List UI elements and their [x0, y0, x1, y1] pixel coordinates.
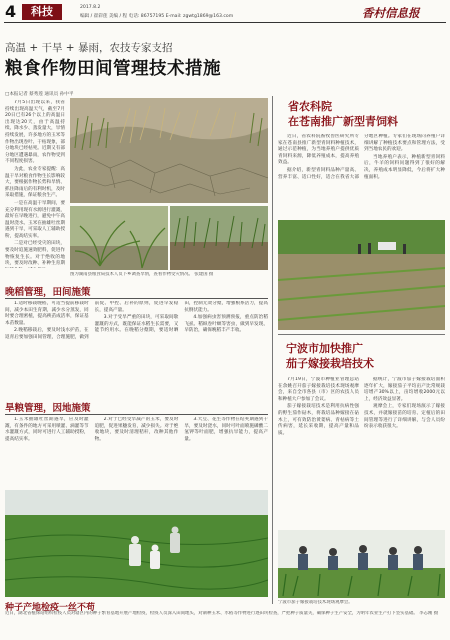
corn-seedling-photo [70, 206, 168, 270]
green-feed-field-photo [278, 220, 445, 330]
right-bottom-photo-caption: 宁波市茄子嫁接栽培技术现场观摩会。 [278, 600, 353, 605]
lead-photo-caption: 图为湖南县粮食局技术人员下乡调查旱情，查看作物受灾情况。 张建国 摄 [70, 272, 214, 277]
lead-byline: □本报记者 蔡秀莲 通讯员 孙中平 [5, 92, 74, 97]
right-top-paragraph: 近日，省农科院畜牧兽医研究所专家在苍南县推广新型青饲料种植技术，通过示范种植，为当地养殖户提供优质青饲料来源，降低养殖成本，提高养殖效益。 [278, 134, 359, 166]
seed-inspection-photo [5, 490, 268, 597]
section-label: 科技 [22, 4, 62, 20]
section-rule [5, 414, 268, 415]
late-rice-paragraph: 1.适时移栽晚稻，可适当提前移栽时间，减少本田生育期，减少水分蒸发，同时要合理密植，提高秧苗成活率，保证基本苗数量。 [5, 301, 89, 326]
right-top-body [278, 134, 445, 218]
late-rice-paragraph: 3.对于受旱严重的田块，可采取间歇灌溉的方式，既能保证水稻生长需要，又能节约用水。在晚稻分蘖期，要适时晒田，控制无效分蘖，增强根系活力，提高抗倒伏能力。 [94, 301, 268, 334]
section-title-dry-grain: 旱粮管理，因地施策 [5, 403, 91, 414]
issue-date: 2017.8.2 [80, 5, 101, 10]
bottom-photo-title: 种子产地检疫一丝不苟 [5, 603, 96, 613]
right-top-title-2: 在苍南推广新型青饲料 [288, 115, 398, 128]
lead-kicker: 高温 + 干旱 + 暴雨，农技专家支招 [5, 42, 173, 54]
drought-field-photo [70, 98, 268, 203]
dry-grain-body [5, 417, 268, 485]
right-bottom-paragraph: 茄子嫁接栽培技术是利用抗病性强的野生茄作砧木，将栽培品种嫁接在砧木上，可有效防治黄萎病、青枯病等土传病害，延长采收期，提高产量和品质。 [278, 404, 359, 436]
late-rice-paragraph: 2.晚稻移栽后，要及时浅水护苗，在返青后要加强田间管理，合理施肥，做到前促、中控、后补的原则，促进早发稳长，提高产量。 [5, 301, 179, 340]
right-bottom-title-1: 宁波市加快推广 [286, 342, 363, 355]
dry-grain-paragraph: 3.大豆、花生等作物在结荚期遇到干旱，要及时浇水，同时可叶面喷施磷酸二氢钾等叶面肥，增强抗旱能力，提高产量。 [184, 417, 268, 442]
eggplant-grafting-photo [278, 530, 445, 598]
crop-field-photo [170, 206, 268, 270]
lead-body [5, 100, 65, 268]
right-bottom-title-2: 茄子嫁接栽培技术 [286, 357, 374, 370]
right-bottom-paragraph: 7月19日，宁波市种植业管理总站在余姚召开茄子嫁接栽培技术现场观摩会，来自全市各县（市）区的农技人员和种植大户参加了会议。 [278, 377, 359, 402]
section-title-late-rice: 晚稻管理，田间施策 [5, 287, 91, 298]
lead-paragraph: 7月5日出现以来，我省持续出现高温天气，截至7月20日已有26个以上的高温日出现达20天，由于高温持续、降水少、蒸发量大，旱情持续发展，许多地方的玉米等作物出现卷叶、干枯现象，部分地块已经枯死。近期又有部分地区遭遇暴雨，农作物受到不同程度损害。 [5, 100, 65, 165]
right-top-paragraph: 据介绍，新型青饲料品种产量高、营养丰富、适口性好，适合在我省大部分地区种植。专家们在现场向养殖户详细讲解了种植技术要点和管理方法，受到当地农民的欢迎。 [278, 134, 445, 180]
lead-paragraph: 一是在高温干旱期间，要充分利用现有水源进行灌溉，最好在早晚进行，避免中午高温时浇水。玉米在抽雄吐丝期遇到干旱，可采取人工辅助授粉，提高结实率。 [5, 200, 65, 239]
dry-grain-paragraph: 1.玉米抽雄吐丝期遇旱，应及时灌溉，有条件的地方可采用喷灌、滴灌等节水灌溉方式，同时可进行人工辅助授粉，提高结实率。 [5, 417, 89, 442]
bottom-photo-caption: 近日，湖北省植保站组织检疫人员对辖区内的种子繁育基地开展产地检疫，检疫人员深入田间地头，对制种玉米、水稻等作物进行逐田块检查，严把种子质量关，确保种子生产安全，为明年农业生产打下坚实基础。 李志刚 摄 [5, 611, 439, 616]
dry-grain-paragraph: 2.对于已经受旱减产的玉米，要及时追肥，促进果穗发育，减少损失。对于绝收地块，要及时清理秸秆，改种其他作物。 [94, 417, 179, 442]
late-rice-body [5, 301, 268, 395]
masthead-rule [4, 22, 446, 23]
page-number: 4 [5, 2, 17, 21]
section-rule [5, 298, 268, 299]
right-bottom-paragraph: 据统计，宁波市茄子嫁接栽培面积逐年扩大，嫁接茄子平均亩产比常规栽培增产30%以上，亩均增收2000元以上，经济效益显著。 [364, 377, 445, 402]
right-top-paragraph: 当地养殖户表示，种植新型青饲料后，牛羊的饲料问题得到了很好的解决，养殖成本明显降低，今后将扩大种植面积。 [364, 154, 445, 180]
right-divider [278, 334, 445, 335]
right-top-title-1: 省农科院 [288, 100, 332, 113]
lead-paragraph: 二是对已经受灾的田块，要及时追施速效肥料，促进作物恢复生长。对于绝收的地块，要及时改种、补种生育期 [5, 241, 65, 267]
lead-paragraph: 为此，农业专家提醒：高温干旱对粮食作物生长影响较大，要根据作物长势和旱情、抓住降雨后的有利时机，及时采取措施，保证粮食生产。 [5, 166, 65, 199]
editor-line: 编辑 / 翟彩莲 美编 / 程 电话: 86757195 E-mail: zgwtg1869@163.com [80, 14, 234, 19]
column-divider [272, 96, 273, 604]
masthead-logo: 香村信息报 [362, 6, 420, 20]
late-rice-paragraph: 4.加强病虫害预测预报，重点防治稻飞虱、稻纵卷叶螟等害虫，做到早发现、早防治，确保晚稻丰产丰收。 [184, 315, 268, 334]
right-bottom-paragraph: 观摩会上，专家们现场演示了嫁接技术，并就嫁接苗的培育、定植后的田间管理等进行了详细讲解，与会人员纷纷表示收获很大。 [364, 404, 445, 430]
lead-headline: 粮食作物田间管理技术措施 [5, 59, 221, 79]
right-bottom-body [278, 377, 445, 527]
